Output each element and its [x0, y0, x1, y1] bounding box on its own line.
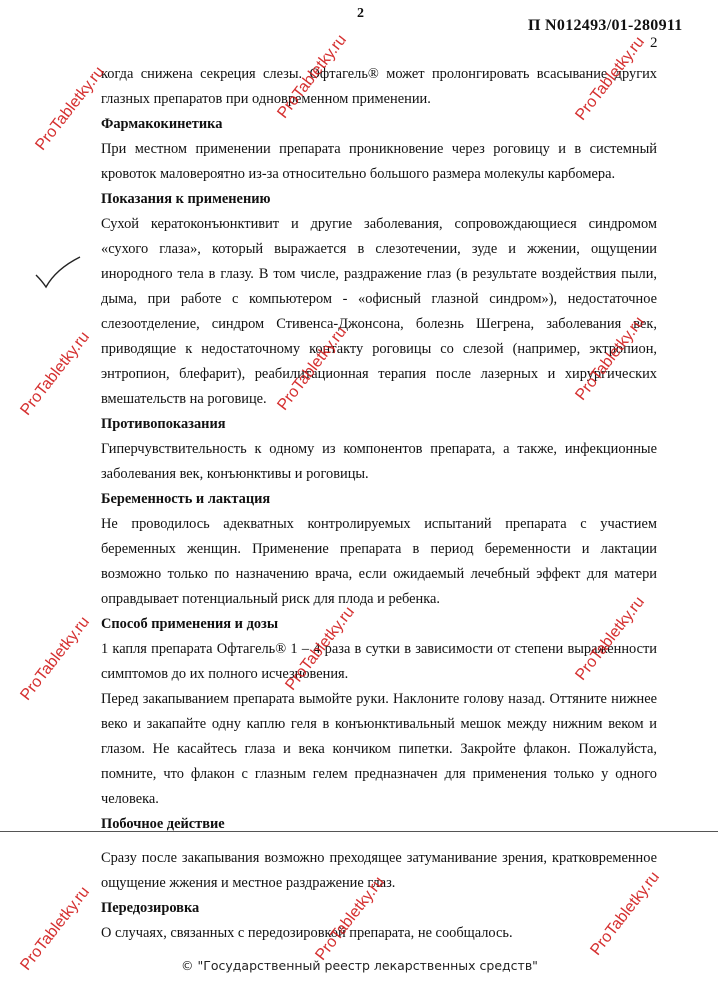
- overdose-heading: Передозировка: [101, 900, 200, 916]
- registration-number: П N012493/01-280911: [528, 17, 683, 34]
- watermark: ProTabletky.ru: [32, 63, 108, 154]
- side-effects-text: Сразу после закапывания возможно преходящее затуманивание зрения, кратковременное ощущение жжения и местное раздражение глаз.: [101, 850, 657, 891]
- pharmacokinetics-heading: Фармакокинетика: [101, 116, 223, 132]
- watermark: ProTabletky.ru: [312, 873, 388, 964]
- intro-paragraph: когда снижена секреция слезы. Офтагель® может пролонгировать всасывание других глазных препаратов при одновременном применении.: [101, 66, 657, 107]
- watermark: ProTabletky.ru: [282, 603, 358, 694]
- watermark: ProTabletky.ru: [17, 613, 93, 704]
- watermark: ProTabletky.ru: [274, 31, 350, 122]
- pregnancy-text: Не проводилось адекватных контролируемых испытаний препарата с участием беременных женщин. Применение препарата в период беременности и лактации возможно только по назначению врача, если ожидаемый лечебный эффект для матери оправдывает потенциальный риск для плода и ребенка.: [101, 516, 657, 607]
- overdose-text: О случаях, связанных с передозировкой препарата, не сообщалось.: [101, 925, 513, 941]
- footer-copyright: © "Государственный реестр лекарственных средств": [181, 958, 538, 973]
- document-body: [101, 62, 657, 946]
- watermark: ProTabletky.ru: [572, 313, 648, 404]
- watermark: ProTabletky.ru: [17, 883, 93, 974]
- watermark: ProTabletky.ru: [587, 868, 663, 959]
- indications-heading: Показания к применению: [101, 191, 271, 207]
- watermark: ProTabletky.ru: [17, 328, 93, 419]
- watermark: ProTabletky.ru: [274, 323, 350, 414]
- sub-page-number: 2: [650, 35, 658, 51]
- indications-text: Сухой кератоконъюнктивит и другие заболевания, сопровождающиеся синдромом «сухого глаза», который выражается в слезотечении, зуде и жжении, ощущении инородного тела в глазу. В том числе, раздражение глаз (в результате воздействия пыли, дыма, при работе с компьютером - «офисный глазной синдром»), недостаточное слезоотделение, синдром Стивенса-Джонсона, болезнь Шегрена, заболевания век, приводящие к недостаточному контакту роговицы со слезой (например, эктропион, энтропион, блефарит), реабилитационная терапия после лазерных и хирургических вмешательств на роговице.: [101, 216, 657, 407]
- watermark: ProTabletky.ru: [572, 33, 648, 124]
- side-effects-heading: Побочное действие: [101, 816, 225, 832]
- contraindications-heading: Противопоказания: [101, 416, 226, 432]
- page-number: 2: [357, 6, 364, 21]
- dosage-heading: Способ применения и дозы: [101, 616, 279, 632]
- scan-divider-line: [0, 831, 718, 832]
- contraindications-text: Гиперчувствительность к одному из компонентов препарата, а также, инфекционные заболевания век, конъюнктивы и роговицы.: [101, 441, 657, 482]
- handwritten-check-mark: [34, 255, 84, 295]
- pregnancy-heading: Беременность и лактация: [101, 491, 271, 507]
- dosage-text-2: Перед закапыванием препарата вымойте руки. Наклоните голову назад. Оттяните нижнее веко и закапайте одну каплю геля в конъюнктивальный мешок между нижним веком и глазом. Не касайтесь глаза и века кончиком пипетки. Закройте флакон. Пожалуйста, помните, что флакон с глазным гелем предназначен для применения только у одного человека.: [101, 691, 657, 807]
- dosage-text-1: 1 капля препарата Офтагель® 1 – 4 раза в сутки в зависимости от степени выраженности симптомов до их полного исчезновения.: [101, 641, 657, 682]
- watermark: ProTabletky.ru: [572, 593, 648, 684]
- pharmacokinetics-text: При местном применении препарата проникновение через роговицу и в системный кровоток маловероятно из-за относительно большого размера молекулы карбомера.: [101, 141, 657, 182]
